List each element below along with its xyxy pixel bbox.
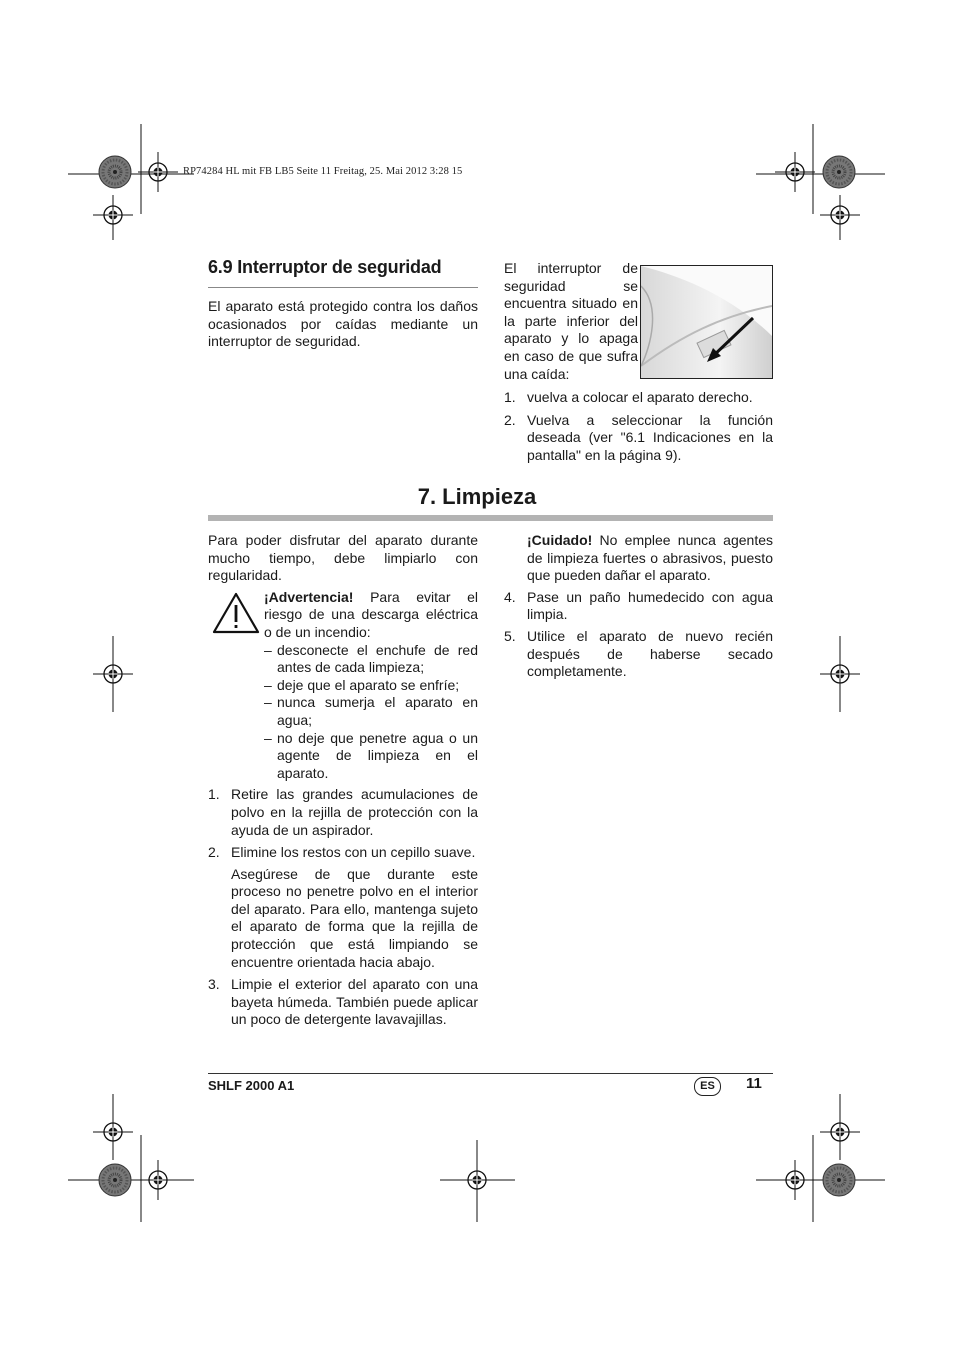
language-badge: ES bbox=[694, 1077, 721, 1096]
caution-paragraph: ¡Cuidado! No emplee nunca agentes de limpieza fuertes o abrasivos, puesto que pueden dañar el aparato. bbox=[527, 532, 773, 584]
chapter-7-right bbox=[504, 532, 773, 681]
warning-item: – nunca sumerja el aparato en agua; bbox=[264, 694, 478, 728]
chapter-7-left bbox=[208, 532, 478, 1029]
section-6-9-steps bbox=[504, 389, 773, 464]
footer-model: SHLF 2000 A1 bbox=[208, 1078, 295, 1093]
section-6-9-left bbox=[208, 259, 478, 277]
step-2-note: Asegúrese de que durante este proceso no penetre polvo en el interior del aparato. Para ello, mantenga sujeto el aparato de forma que la rejilla de protección que está limpiando se encuentre orientada hacia abajo. bbox=[231, 865, 478, 970]
warning-item: – deje que el aparato se enfríe; bbox=[264, 676, 460, 693]
chapter-title: 7. Limpieza bbox=[417, 484, 537, 509]
warning-label: ¡Advertencia! bbox=[264, 588, 354, 605]
safety-switch-photo bbox=[640, 265, 773, 379]
chapter-title-bar bbox=[208, 515, 773, 521]
list-item: 2. Vuelva a seleccionar la función deseada (ver "6.1 Indicaciones en la pantalla" en la página 9). bbox=[504, 411, 773, 463]
list-item: 4. Pase un paño humedecido con agua limpia. bbox=[504, 588, 773, 623]
list-item: 5. Utilice el aparato de nuevo recién después de haberse secado completamente. bbox=[504, 627, 773, 680]
list-item: 1. vuelva a colocar el aparato derecho. bbox=[504, 389, 753, 405]
warning-triangle-icon bbox=[211, 591, 261, 635]
list-item: 1. Retire las grandes acumulaciones de polvo en la rejilla de protección con la ayuda de un aspirador. bbox=[208, 786, 478, 838]
warning-block: ¡Advertencia! Para evitar el riesgo de una descarga eléctrica o de un incendio: – desconecte el enchufe de red antes de cada limpieza; – deje que el aparato se enfríe; – nunca sumerja el aparato en agua; – no deje que penetre agua o un agente de limpieza en el aparato. bbox=[208, 589, 478, 783]
list-item: 2. Elimine los restos con un cepillo suave. bbox=[208, 844, 476, 861]
list-item: 3. Limpie el exterior del aparato con una bayeta húmeda. También puede aplicar un poco de detergente lavavajillas. bbox=[208, 976, 478, 1028]
section-heading-rule bbox=[208, 287, 478, 288]
section-6-9-side-text: El interruptor de seguridad se encuentra situado en la parte inferior del aparato y lo apaga en caso de que sufra una caída: bbox=[504, 260, 638, 382]
warning-item: – desconecte el enchufe de red antes de cada limpieza; bbox=[264, 641, 478, 676]
section-heading: 6.9 Interruptor de seguridad bbox=[208, 257, 442, 277]
intro-paragraph: Para poder disfrutar del aparato durante mucho tiempo, debe limpiarlo con regularidad. bbox=[208, 532, 478, 584]
print-header: RP74284 HL mit FB LB5 Seite 11 Freitag, 25. Mai 2012 3:28 15 bbox=[183, 166, 463, 177]
warning-item: – no deje que penetre agua o un agente de limpieza en el aparato. bbox=[264, 729, 478, 781]
footer-rule bbox=[208, 1073, 773, 1074]
section-6-9-paragraph: El aparato está protegido contra los daños ocasionados por caídas mediante un interruptor de seguridad. bbox=[208, 298, 478, 350]
page-number: 11 bbox=[746, 1075, 762, 1092]
caution-label: ¡Cuidado! bbox=[527, 532, 593, 548]
